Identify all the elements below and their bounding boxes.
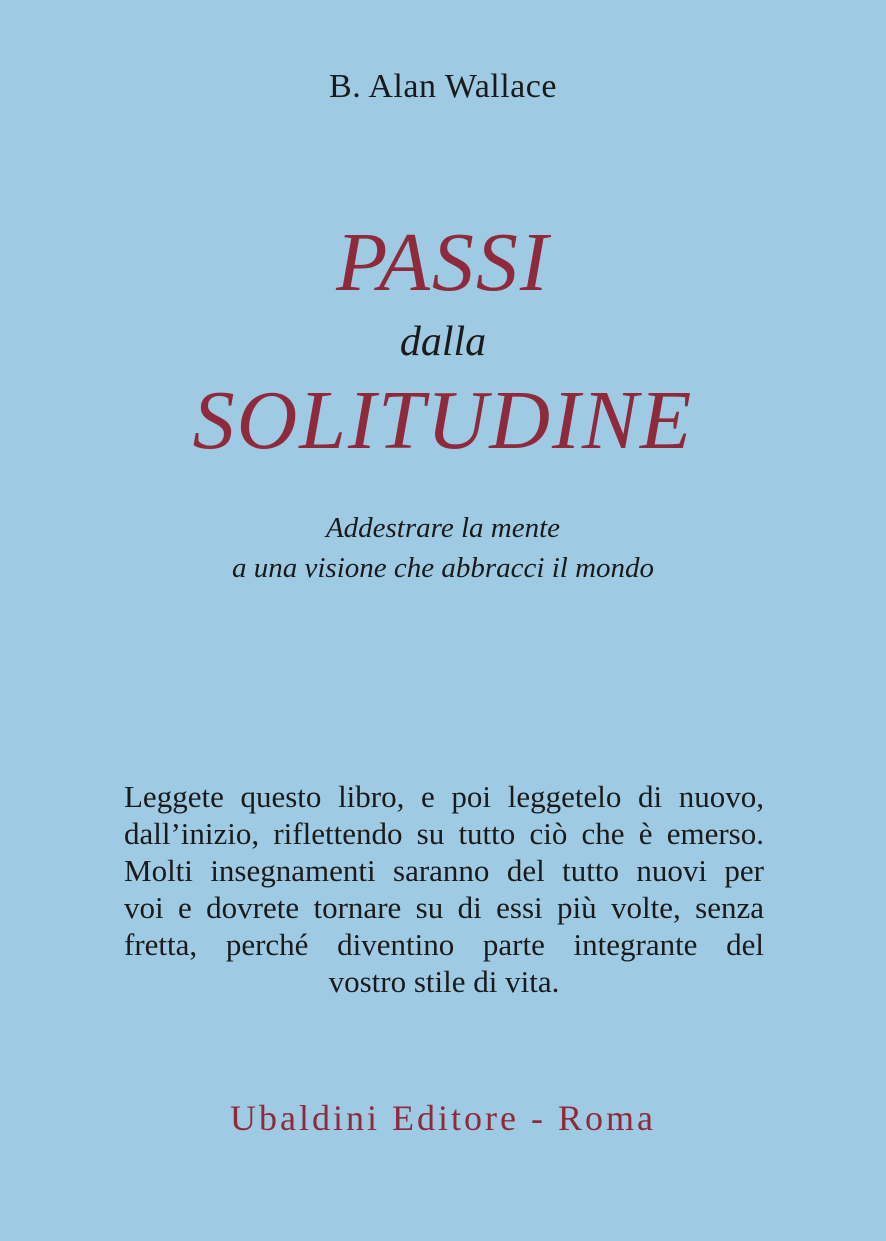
subtitle-line-1: Addestrare la mente	[325, 512, 561, 544]
blurb-line: voi e dovrete tornare su di essi più volte, senza	[124, 890, 764, 925]
blurb-line: fretta, perché diventino parte integrante del	[124, 927, 764, 962]
author-name: B. Alan Wallace	[329, 68, 557, 105]
title-line-passi: PASSI	[336, 216, 550, 309]
blurb-line: dall’inizio, riflettendo su tutto ciò che è emerso.	[124, 816, 764, 851]
back-blurb	[124, 778, 764, 1000]
blurb-line: vostro stile di vita.	[328, 964, 560, 999]
subtitle	[0, 508, 886, 588]
blurb-line: Leggete questo libro, e poi leggetelo di nuovo,	[124, 779, 764, 814]
title-line-dalla: dalla	[399, 319, 487, 365]
subtitle-line-2: a una visione che abbracci il mondo	[231, 552, 655, 584]
publisher-name: Ubaldini Editore - Roma	[230, 1098, 656, 1138]
blurb-line: Molti insegnamenti saranno del tutto nuovi per	[124, 853, 764, 888]
title-line-solitudine: SOLITUDINE	[192, 374, 694, 467]
